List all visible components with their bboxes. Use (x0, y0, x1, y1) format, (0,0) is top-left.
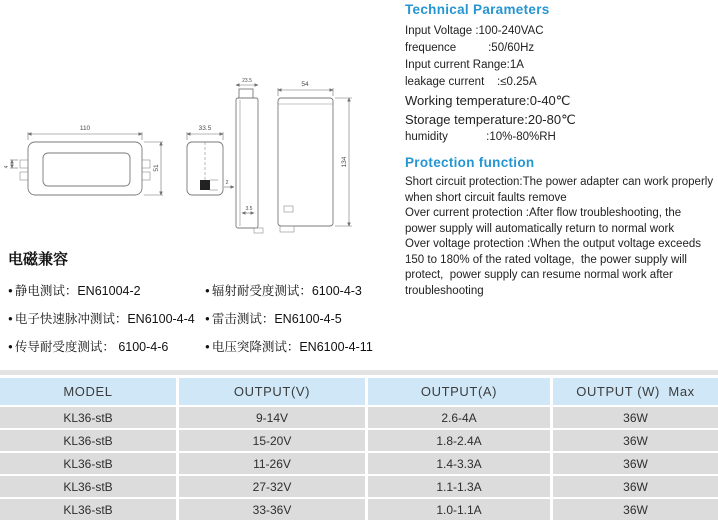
cell-output-v: 11-26V (176, 453, 365, 474)
table-row (0, 497, 718, 520)
spec-table (0, 370, 718, 520)
protection-function-section (405, 155, 717, 299)
table-row (0, 474, 718, 497)
column-header-output-a: OUTPUT(A) (365, 378, 550, 405)
cell-output-v: 9-14V (176, 407, 365, 428)
dim-label-clip: 4 (4, 165, 10, 169)
side-view (278, 81, 352, 232)
protection-line: Short circuit protection:The power adapter can work properly (405, 176, 714, 188)
table-top-strip (0, 370, 718, 375)
cell-output-a: 1.0-1.1A (365, 499, 550, 520)
protection-line: Over current protection :After flow troubleshooting, the (405, 207, 682, 219)
protection-line: Over voltage protection :When the output voltage exceeds (405, 238, 701, 250)
bullet-icon: ● (8, 313, 13, 323)
cell-output-v: 15-20V (176, 430, 365, 451)
cell-model: KL36-stB (63, 456, 113, 471)
protection-line: 150 to 180% of the rated voltage, the power supply will (405, 253, 687, 266)
dim-label-side-height: 134 (341, 156, 348, 168)
dim-label-profile-width: 23.5 (242, 78, 252, 84)
cell-output-w: 36W (550, 407, 718, 428)
profile-view (224, 78, 263, 233)
cell-model: KL36-stB (63, 433, 113, 448)
table-header-row (0, 378, 718, 405)
column-header-model: MODEL (63, 384, 113, 399)
table-row (0, 405, 718, 428)
protection-function-title: Protection function (405, 155, 535, 170)
technical-parameters-title: Technical Parameters (405, 2, 550, 17)
table-row (0, 428, 718, 451)
protection-line: protect, power supply can resume normal work after (405, 269, 673, 281)
protection-line: troubleshooting (405, 284, 484, 297)
dim-label-profile-wall: 2 (225, 180, 229, 186)
dim-label-front-height: 51 (153, 164, 160, 172)
dim-label-profile-foot: 3.5 (245, 206, 253, 212)
tech-param-line: Input current Range:1A (405, 59, 524, 71)
emc-item-label: 雷击测试：EN6100-4-5 (211, 312, 342, 326)
tech-param-line: frequence :50/60Hz (405, 42, 535, 54)
cell-output-a: 1.8-2.4A (365, 430, 550, 451)
cell-output-w: 36W (550, 476, 718, 497)
emc-item-label: 电压突降测试：EN6100-4-11 (211, 340, 373, 354)
cell-output-a: 1.4-3.3A (365, 453, 550, 474)
dim-label-end-width: 33.5 (198, 125, 212, 132)
cell-model: KL36-stB (63, 502, 113, 517)
column-header-output-v: OUTPUT(V) (176, 378, 365, 405)
technical-drawing (2, 76, 367, 254)
emc-item (205, 281, 398, 299)
emc-row (8, 309, 398, 327)
column-header-output-w: OUTPUT (W) Max (550, 378, 718, 405)
cell-output-w: 36W (550, 430, 718, 451)
emc-item (205, 337, 398, 355)
dim-label-side-width: 54 (301, 81, 309, 88)
emc-item-label: 传导耐受度测试： 6100-4-6 (14, 340, 169, 354)
emc-item-label: 静电测试：EN61004-2 (14, 284, 141, 298)
cell-output-v: 33-36V (176, 499, 365, 520)
cell-model: KL36-stB (63, 479, 113, 494)
dim-label-front-width: 110 (79, 125, 91, 132)
bullet-icon: ● (205, 313, 210, 323)
bullet-icon: ● (205, 341, 210, 351)
emc-item-label: 辐射耐受度测试：6100-4-3 (211, 284, 362, 298)
emc-section (8, 248, 398, 365)
emc-item (8, 337, 205, 355)
bullet-icon: ● (8, 285, 13, 295)
cell-output-w: 36W (550, 453, 718, 474)
protection-line: power supply will automatically return to normal work (405, 222, 675, 235)
tech-param-line: Input Voltage :100-240VAC (405, 25, 544, 37)
emc-item (8, 309, 205, 327)
cell-output-v: 27-32V (176, 476, 365, 497)
emc-item (8, 281, 205, 299)
emc-row (8, 337, 398, 355)
protection-line: when short circuit faults remove (405, 191, 567, 204)
tech-param-line: humidity :10%-80%RH (405, 131, 556, 143)
emc-item (205, 309, 398, 327)
end-view (187, 125, 223, 195)
tech-param-line: Storage temperature:20-80℃ (405, 112, 576, 127)
bullet-icon: ● (205, 285, 210, 295)
cell-output-a: 1.1-1.3A (365, 476, 550, 497)
technical-parameters-section (405, 2, 717, 146)
cell-output-a: 2.6-4A (365, 407, 550, 428)
emc-row (8, 281, 398, 299)
emc-item-label: 电子快速脉冲测试：EN6100-4-4 (14, 312, 195, 326)
table-row (0, 451, 718, 474)
cell-output-w: 36W (550, 499, 718, 520)
tech-param-line: leakage current :≤0.25A (405, 76, 537, 88)
front-view (4, 125, 163, 195)
emc-title: 电磁兼容 (8, 251, 69, 268)
tech-param-line: Working temperature:0-40℃ (405, 93, 571, 108)
cell-model: KL36-stB (63, 410, 113, 425)
bullet-icon: ● (8, 341, 13, 351)
